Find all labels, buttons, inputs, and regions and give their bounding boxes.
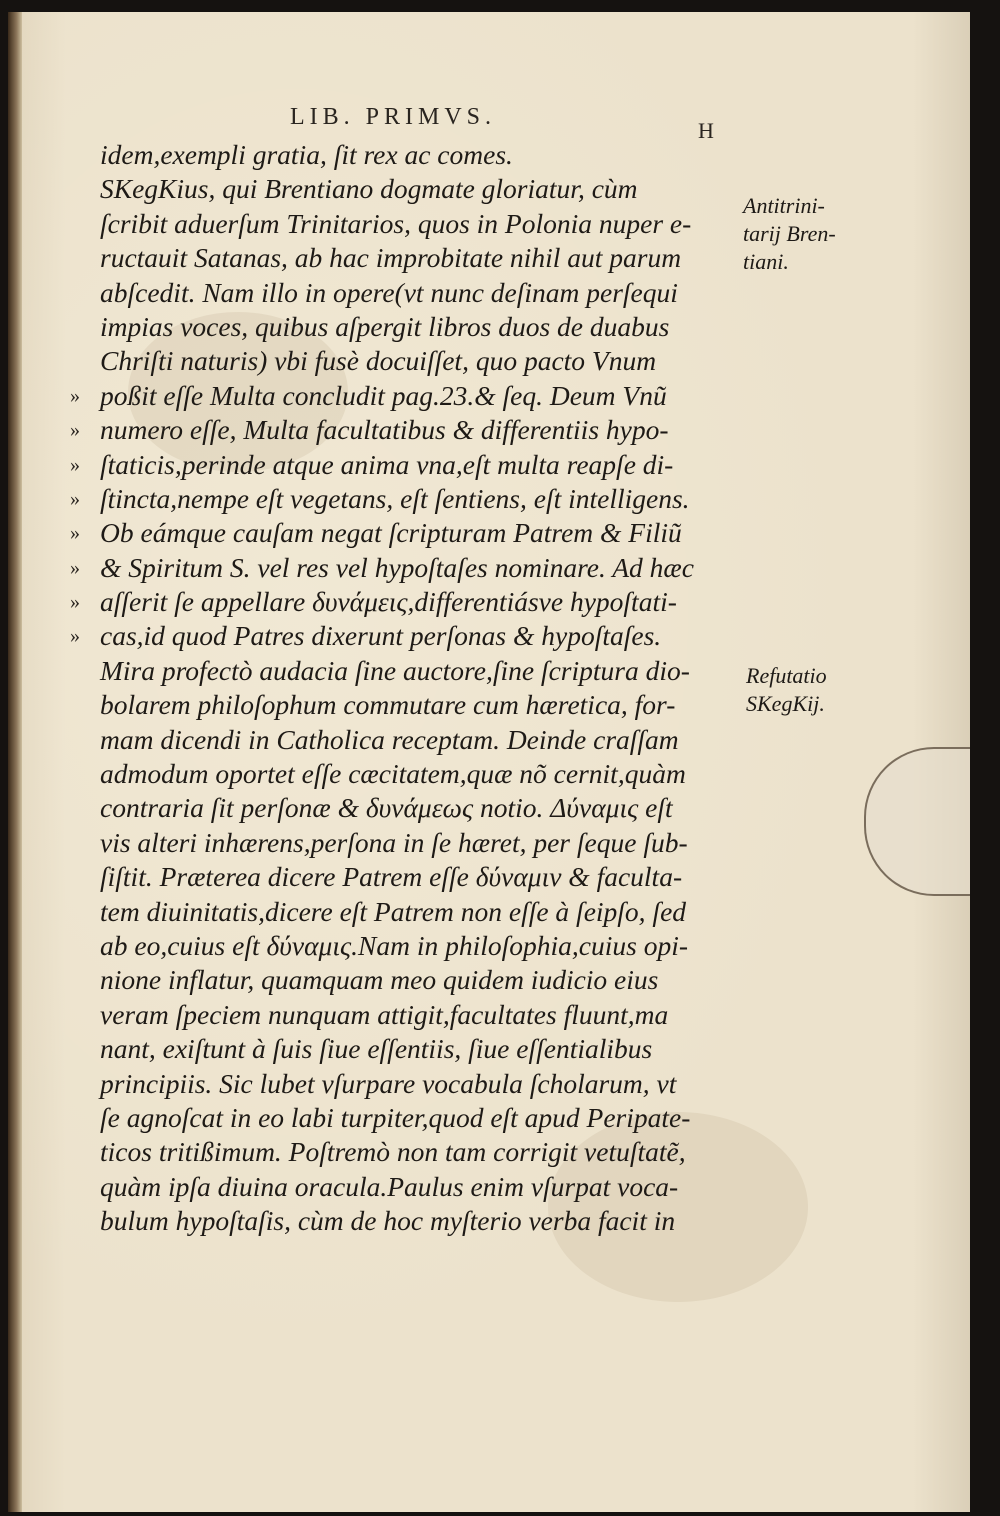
- margin-note-line: Refutatio: [746, 663, 827, 688]
- text-line: [100, 963, 760, 997]
- line-text: Ob eámque cauſam negat ſcripturam Patrem & Filiũ: [100, 517, 682, 549]
- text-line: [100, 998, 760, 1032]
- text-line: [100, 1101, 760, 1135]
- line-text: ſe agnoſcat in eo labi turpiter,quod eſt apud Peripate-: [100, 1101, 691, 1133]
- line-text: bulum hypoſtaſis, cùm de hoc myſterio verba facit in: [100, 1205, 676, 1237]
- folio-signature: H: [698, 118, 716, 143]
- book-page: [8, 12, 970, 1512]
- text-line: [100, 207, 760, 241]
- text-line: [70, 551, 760, 585]
- text-line: [70, 413, 760, 447]
- line-text: quàm ipſa diuina oracula.Paulus enim vſurpat voca-: [100, 1170, 679, 1202]
- line-text: cas,id quod Patres dixerunt perſonas & hypoſtaſes.: [100, 620, 662, 652]
- line-text: numero eſſe, Multa facultatibus & differentiis hypo-: [100, 414, 669, 446]
- running-head: LIB. PRIMVS.: [290, 104, 497, 130]
- text-line: [70, 482, 760, 516]
- text-line: [100, 1170, 760, 1204]
- margin-note-refutatio: [746, 662, 827, 718]
- text-line: [100, 860, 760, 894]
- line-text: Chriſti naturis) vbi fusè docuiſſet, quo pacto Vnum: [100, 345, 657, 377]
- margin-note-line: Antitrini-: [743, 193, 825, 218]
- line-text: ab eo,cuius eſt δύναμις.Nam in philoſophia,cuius opi-: [100, 929, 689, 961]
- line-text: vis alteri inhærens,perſona in ſe hæret, per ſeque ſub-: [100, 826, 688, 858]
- quotation-mark: »: [70, 419, 80, 442]
- text-line: [100, 1032, 760, 1066]
- line-text: ructauit Satanas, ab hac improbitate nihil aut parum: [100, 242, 682, 274]
- line-text: ſtincta,nempe eſt vegetans, eſt ſentiens, eſt intelligens.: [100, 482, 690, 514]
- line-text: ticos tritißimum. Poſtremò non tam corrigit vetuſtatẽ,: [100, 1136, 686, 1168]
- line-text: ſiſtit. Præterea dicere Patrem eſſe δύναμιν & faculta-: [100, 861, 683, 893]
- line-text: ſtaticis,perinde atque anima vna,eſt multa reapſe di-: [100, 448, 674, 480]
- margin-note-line: tarij Bren-: [743, 221, 836, 246]
- margin-note-antitrinitarii: [743, 192, 836, 276]
- text-line: [100, 757, 760, 791]
- text-line: [100, 791, 760, 825]
- page-fold-clip: [864, 747, 970, 896]
- margin-note-line: tiani.: [743, 249, 789, 274]
- margin-note-line: SKegKij.: [746, 691, 825, 716]
- quotation-mark: »: [70, 384, 80, 407]
- quotation-mark: »: [70, 625, 80, 648]
- line-text: abſcedit. Nam illo in opere(vt nunc deſinam perſequi: [100, 276, 678, 308]
- line-text: ſcribit aduerſum Trinitarios, quos in Polonia nuper e-: [100, 207, 692, 239]
- line-text: idem,exempli gratia, ſit rex ac comes.: [100, 139, 513, 170]
- text-line: [100, 1067, 760, 1101]
- line-text: bolarem philoſophum commutare cum hæretica, for-: [100, 689, 676, 721]
- line-text: Mira profectò audacia ſine auctore,ſine ſcriptura dio-: [100, 654, 690, 686]
- body-text: [70, 138, 760, 1239]
- text-line: [100, 688, 760, 722]
- line-text: mam dicendi in Catholica receptam. Deinde craſſam: [100, 723, 679, 755]
- text-line: [100, 1135, 760, 1169]
- text-line: [70, 619, 760, 653]
- text-line: [100, 826, 760, 860]
- quotation-mark: »: [70, 591, 80, 614]
- line-text: nant, exiſtunt à ſuis ſiue eſſentiis, ſiue eſſentialibus: [100, 1033, 653, 1065]
- text-line: [100, 276, 760, 310]
- text-line: [100, 895, 760, 929]
- line-text: nione inflatur, quamquam meo quidem iudicio eius: [100, 964, 659, 996]
- text-line: [100, 654, 760, 688]
- line-text: tem diuinitatis,dicere eſt Patrem non eſſe à ſeipſo, ſed: [100, 895, 687, 927]
- text-line: [70, 585, 760, 619]
- text-line: [70, 448, 760, 482]
- line-text: veram ſpeciem nunquam attigit,facultates fluunt,ma: [100, 998, 669, 1030]
- line-text: SKegKius, qui Brentiano dogmate gloriatur, cùm: [100, 173, 638, 205]
- line-text: aſſerit ſe appellare δυνάμεις,differentiásve hypoſtati-: [100, 586, 677, 618]
- text-line: [100, 138, 760, 172]
- line-text: principiis. Sic lubet vſurpare vocabula ſcholarum, vt: [100, 1067, 677, 1099]
- text-line: [100, 1204, 760, 1238]
- quotation-mark: »: [70, 453, 80, 476]
- line-text: contraria ſit perſonæ & δυνάμεως notio. Δύναμις eſt: [100, 792, 673, 824]
- text-line: [100, 344, 760, 378]
- line-text: impias voces, quibus aſpergit libros duos de duabus: [100, 310, 670, 342]
- text-line: [70, 379, 760, 413]
- text-line: [100, 241, 760, 275]
- quotation-mark: »: [70, 522, 80, 545]
- line-text: poßit eſſe Multa concludit pag.23.& ſeq. Deum Vnũ: [100, 379, 667, 411]
- quotation-mark: »: [70, 556, 80, 579]
- quotation-mark: »: [70, 487, 80, 510]
- text-line: [100, 310, 760, 344]
- text-line: [100, 172, 760, 206]
- line-text: & Spiritum S. vel res vel hypoſtaſes nominare. Ad hæc: [100, 551, 694, 583]
- book-spine: [8, 12, 22, 1512]
- text-line: [100, 929, 760, 963]
- text-line: [70, 516, 760, 550]
- line-text: admodum oportet eſſe cæcitatem,quæ nõ cernit,quàm: [100, 758, 686, 790]
- text-line: [100, 723, 760, 757]
